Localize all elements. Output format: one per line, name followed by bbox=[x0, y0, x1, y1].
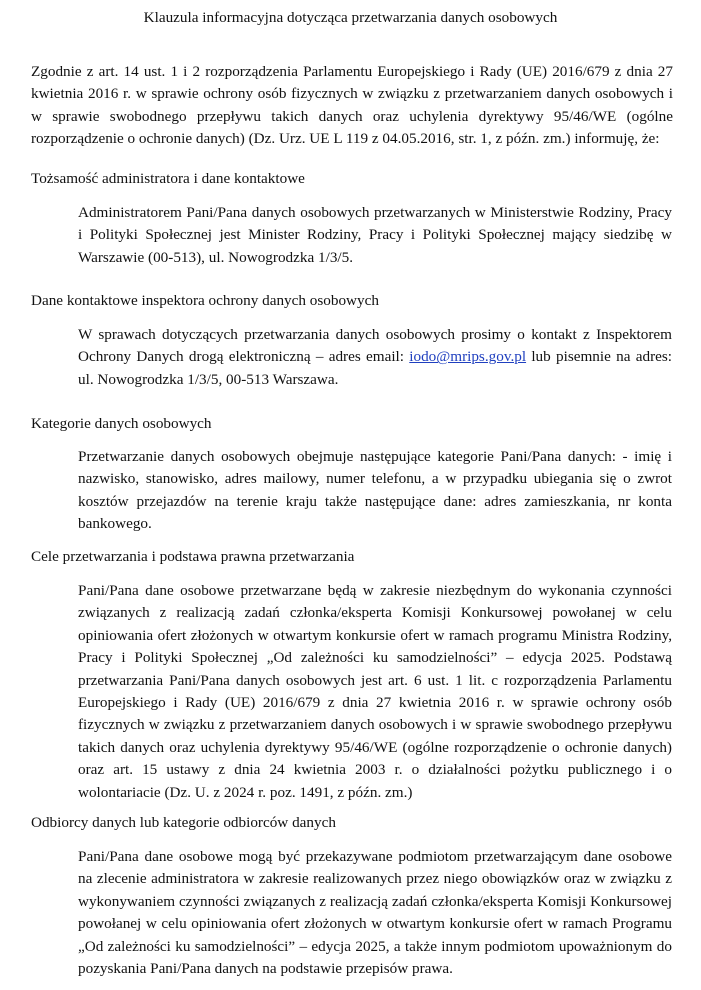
section-body-dpo-contact bbox=[78, 324, 672, 391]
section-body-data-categories: Przetwarzanie danych osobowych obejmuje następujące kategorie Pani/Pana danych: - imię i nazwisko, stanowisko, adres mailowy, numer telefonu, a w przypadku ubiegania się o zwrot kosztów przejazdów na terenie kraju także następujące dane: adres zamieszkania, nr konta bankowego. bbox=[78, 448, 672, 533]
dpo-text-after-link: lub pisemnie na adres: ul. Nowogrodzka 1/3/5, 00-513 Warszawa. bbox=[78, 348, 672, 388]
dpo-email-link[interactable]: iodo@mrips.gov.pl bbox=[409, 348, 527, 366]
intro-paragraph: Zgodnie z art. 14 ust. 1 i 2 rozporządzenia Parlamentu Europejskiego i Rady (UE) 2016/679 z dnia 27 kwietnia 2016 r. w sprawie ochrony osób fizycznych w związku z przetwarzaniem danych osobowych i w sprawie swobodnego przepływu takich danych oraz uchylenia dyrektywy 95/46/WE (ogólne rozporządzenie o ochronie danych) (Dz. Urz. UE L 119 z 04.05.2016, str. 1, z późn. zm.) informuję, że: bbox=[31, 63, 673, 148]
section-body-administrator: Administratorem Pani/Pana danych osobowych przetwarzanych w Ministerstwie Rodziny, Pracy i Polityki Społecznej jest Minister Rodziny, Pracy i Polityki Społecznej mający siedzibę w Warszawie (00-513), ul. Nowogrodzka 1/3/5. bbox=[78, 204, 672, 266]
dpo-text-before-link: W sprawach dotyczących przetwarzania danych osobowych prosimy o kontakt z Inspektorem Ochrony Danych drogą elektroniczną – adres email: bbox=[78, 326, 672, 366]
section-heading-administrator: Tożsamość administratora i dane kontaktowe bbox=[31, 170, 305, 187]
section-heading-purposes-legal-basis: Cele przetwarzania i podstawa prawna przetwarzania bbox=[31, 548, 355, 565]
section-heading-data-categories: Kategorie danych osobowych bbox=[31, 415, 212, 432]
section-body-recipients: Pani/Pana dane osobowe mogą być przekazywane podmiotom przetwarzającym dane osobowe na zlecenie administratora w zakresie realizowanych przez niego obowiązków oraz w związku z wykonywaniem czynności związanych z realizacją zadań członka/eksperta Komisji Konkursowej powołanej w celu opiniowania ofert złożonych w otwartym konkursie ofert w ramach Programu „Od zależności ku samodzielności” – edycja 2025, a także innym podmiotom upoważnionym do pozyskania Pani/Pana danych na podstawie przepisów prawa. bbox=[78, 848, 672, 978]
section-heading-dpo-contact: Dane kontaktowe inspektora ochrony danych osobowych bbox=[31, 292, 379, 309]
document-title: Klauzula informacyjna dotycząca przetwarzania danych osobowych bbox=[143, 9, 558, 26]
section-body-purposes-legal-basis: Pani/Pana dane osobowe przetwarzane będą w zakresie niezbędnym do wykonania czynności związanych z realizacją zadań członka/eksperta Komisji Konkursowej powołanej w celu opiniowania ofert złożonych w otwartym konkursie ofert w ramach programu Ministra Rodziny, Pracy i Polityki Społecznej „Od zależności ku samodzielności” – edycja 2025. Podstawą przetwarzania Pani/Pana danych osobowych jest art. 6 ust. 1 lit. c rozporządzenia Parlamentu Europejskiego i Rady (UE) 2016/679 z dnia 27 kwietnia 2016 r. w sprawie ochrony osób fizycznych w związku z przetwarzaniem danych osobowych i w sprawie swobodnego przepływu takich danych oraz uchylenia dyrektywy 95/46/WE (ogólne rozporządzenie o ochronie danych) oraz art. 15 ustawy z dnia 24 kwietnia 2003 r. o działalności pożytku publicznego i o wolontariacie (Dz. U. z 2024 r. poz. 1491, z późn. zm.) bbox=[78, 582, 672, 801]
section-heading-recipients: Odbiorcy danych lub kategorie odbiorców danych bbox=[31, 814, 336, 831]
